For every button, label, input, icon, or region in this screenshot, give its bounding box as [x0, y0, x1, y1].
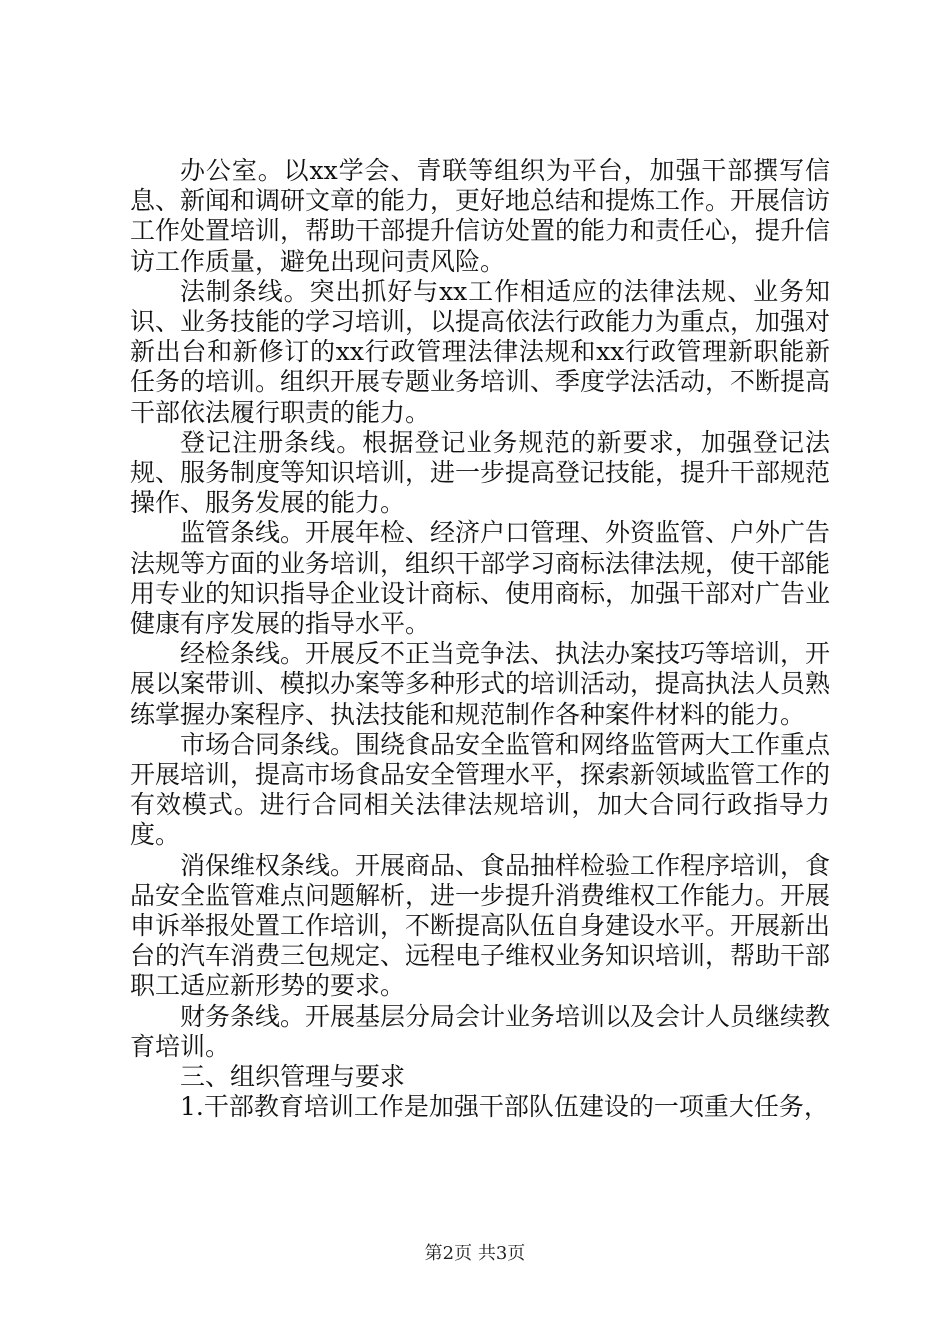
paragraph-economic-inspection: 经检条线。开展反不正当竞争法、执法办案技巧等培训，开展以案带训、模拟办案等多种形式的培训活动，提高执法人员熟练掌握办案程序、执法技能和规范制作各种案件材料的能力。: [130, 639, 831, 729]
paragraph-supervision: 监管条线。开展年检、经济户口管理、外资监管、户外广告法规等方面的业务培训，组织干部学习商标法律法规，使干部能用专业的知识指导企业设计商标、使用商标，加强干部对广告业健康有序发展的指导水平。: [130, 518, 831, 639]
page-number-footer: 第2页 共3页: [424, 1243, 526, 1264]
document-body: [130, 156, 830, 1123]
paragraph-finance: 财务条线。开展基层分局会计业务培训以及会计人员继续教育培训。: [130, 1001, 831, 1061]
section-heading: 三、组织管理与要求: [180, 1062, 406, 1092]
paragraph-office: 办公室。以xx学会、青联等组织为平台，加强干部撰写信息、新闻和调研文章的能力，更好地总结和提炼工作。开展信访工作处置培训，帮助干部提升信访处置的能力和责任心，提升信访工作质量，避免出现问责风险。: [130, 156, 831, 276]
paragraph-consumer-rights: 消保维权条线。开展商品、食品抽样检验工作程序培训，食品安全监管难点问题解析，进一步提升消费维权工作能力。开展申诉举报处置工作培训，不断提高队伍自身建设水平。开展新出台的汽车消费三包规定、远程电子维权业务知识培训，帮助干部职工适应新形势的要求。: [130, 850, 831, 1001]
paragraph-item-1: 1.干部教育培训工作是加强干部队伍建设的一项重大任务，: [180, 1092, 829, 1122]
paragraph-market-contract: 市场合同条线。围绕食品安全监管和网络监管两大工作重点开展培训，提高市场食品安全管理水平，探索新领域监管工作的有效模式。进行合同相关法律法规培训，加大合同行政指导力度。: [130, 729, 831, 850]
paragraph-legal: 法制条线。突出抓好与xx工作相适应的法律法规、业务知识、业务技能的学习培训，以提高依法行政能力为重点，加强对新出台和新修订的xx行政管理法律法规和xx行政管理新职能新任务的培训。组织开展专题业务培训、季度学法活动，不断提高干部依法履行职责的能力。: [130, 276, 831, 427]
paragraph-registration: 登记注册条线。根据登记业务规范的新要求，加强登记法规、服务制度等知识培训，进一步提高登记技能，提升干部规范操作、服务发展的能力。: [130, 427, 831, 518]
